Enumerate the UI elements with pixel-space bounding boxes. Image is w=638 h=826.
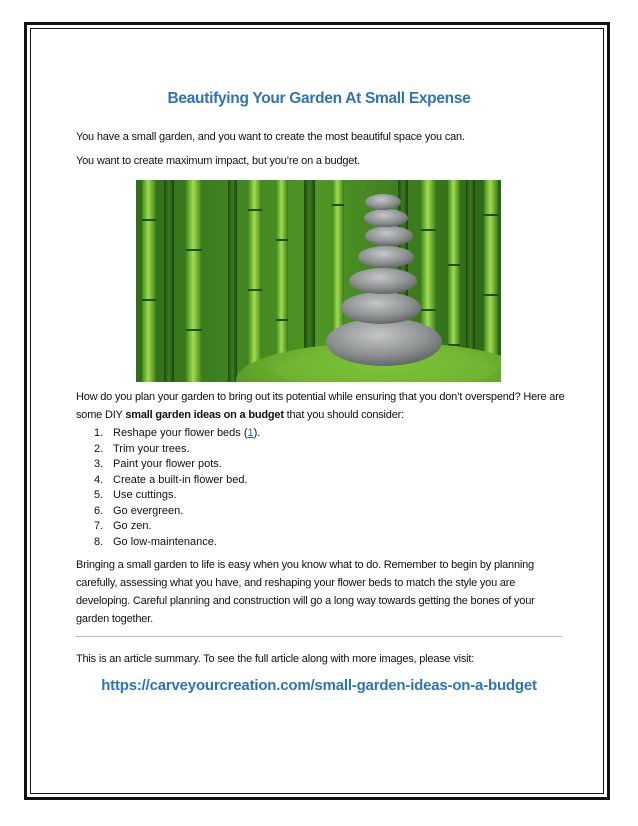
list-text: Create a built-in flower bed.: [113, 473, 248, 486]
stacked-stones-bamboo-photo: [136, 180, 501, 382]
list-text-end: ).: [253, 427, 261, 439]
list-number: 8.: [94, 535, 104, 548]
reference-link[interactable]: 1: [247, 427, 254, 439]
list-text: Trim your trees.: [113, 442, 190, 455]
document-title: Beautifying Your Garden At Small Expense: [167, 90, 471, 107]
list-item: [94, 488, 260, 504]
section-divider: [76, 636, 562, 637]
list-number: 7.: [94, 520, 104, 532]
list-text: Use cuttings.: [113, 489, 177, 501]
list-item: [94, 504, 260, 520]
list-text: Go zen.: [113, 520, 152, 532]
list-number: 5.: [94, 489, 104, 501]
intro-paragraph-2: You want to create maximum impact, but you’re on a budget.: [76, 155, 360, 167]
list-number: 1.: [94, 427, 104, 439]
list-item: [94, 426, 260, 442]
summary-note: This is an article summary. To see the full article along with more images, please visit:: [76, 653, 475, 665]
list-item: [94, 473, 260, 489]
list-text: Paint your flower pots.: [113, 458, 222, 470]
list-number: 2.: [94, 442, 104, 455]
article-url-link[interactable]: https://carveyourcreation.com/small-garden-ideas-on-a-budget: [101, 677, 537, 694]
list-number: 3.: [94, 458, 104, 470]
list-item: [94, 535, 260, 551]
list-item: [94, 457, 260, 473]
question-paragraph: [76, 388, 566, 424]
list-text: Go low-maintenance.: [113, 535, 217, 548]
list-item: [94, 519, 260, 535]
list-text: Go evergreen.: [113, 504, 184, 517]
question-text-bold: small garden ideas on a budget: [125, 409, 284, 421]
list-item: [94, 442, 260, 458]
list-number: 6.: [94, 504, 104, 517]
intro-paragraph-1: You have a small garden, and you want to create the most beautiful space you can.: [76, 131, 465, 143]
list-number: 4.: [94, 473, 104, 486]
list-text: Reshape your flower beds (: [113, 427, 248, 439]
conclusion-paragraph: Bringing a small garden to life is easy when you know what to do. Remember to begin by planning carefully, assessing what you have, and reshaping your flower beds to match the style you are developing. Careful planning and construction will go a long way towards getting the bones of your garden together.: [76, 559, 535, 625]
garden-ideas-list: [94, 426, 260, 550]
question-text-start: How do you plan your garden to bring out its potential while ensuring that you don’t overspend? Here are some DIY: [76, 391, 565, 421]
question-text-end: that you should consider:: [283, 409, 404, 421]
